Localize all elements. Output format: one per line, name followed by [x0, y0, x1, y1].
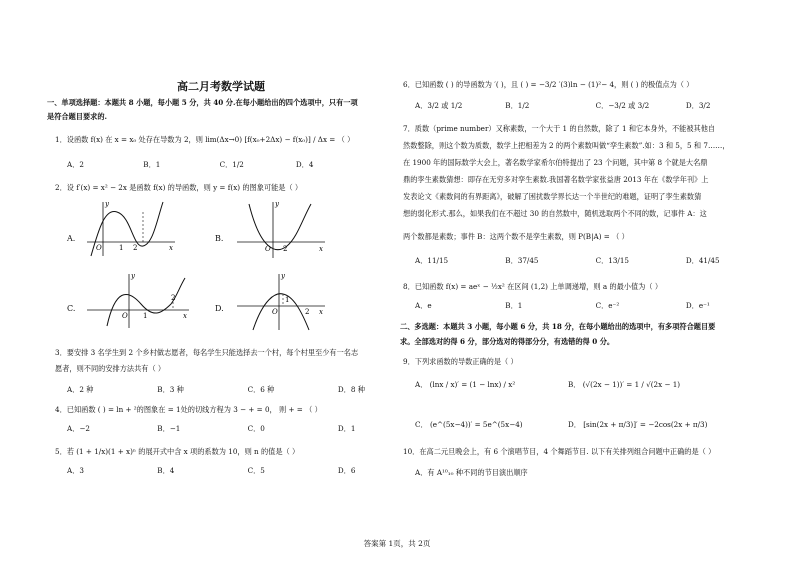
label-y: y — [105, 200, 109, 208]
section1-heading: 一、单项选择题：本题共 8 小题，每小题 5 分，共 40 分.在每小题给出的四个选项中，只有一项 — [47, 98, 358, 107]
label-x: x — [319, 308, 323, 316]
page-title: 高二月考数学试题 — [177, 80, 265, 93]
q2-label-a: A. — [67, 234, 76, 243]
q6-option-a: A．3/2 或 1/2 — [415, 101, 463, 110]
q7-option-c: C．13/15 — [595, 256, 629, 265]
q8-option-d: D．e⁻¹ — [685, 301, 710, 310]
label-o: O — [122, 312, 128, 320]
question-6: 6．已知函数 ( ) 的导函数为 ′( )，且 ( ) = −3/2 ′(3)ln − (1)²− 4，则 ( ) 的极值点为（ ） — [403, 80, 694, 89]
section1-heading-2: 是符合题目要求的. — [47, 112, 108, 121]
label-x: x — [169, 244, 173, 252]
label-1: 1 — [285, 296, 290, 304]
q1-options — [67, 160, 370, 169]
q2-label-b: B. — [215, 234, 224, 243]
q6-options — [415, 101, 774, 110]
question-7-line-1: 7．质数（prime number）又称素数，一个大于 1 的自然数，除了 1 和它本身外，不能被其他自 — [403, 124, 716, 133]
q3-option-b: B．3 种 — [157, 385, 184, 394]
question-7-line-5: 发表论文《素数间的有界距离》，破解了困扰数学界长达一个半世纪的难题，证明了孪生素数猜 — [403, 192, 702, 201]
q3-option-a: A．2 种 — [67, 385, 94, 394]
question-7-line-7: 两个数都是素数；事件 B：这两个数不是孪生素数，则 P(B|A) = （ ） — [403, 232, 629, 241]
label-2: 2 — [133, 244, 138, 252]
q9-option-b: B． (√(2x − 1))′ = 1 / √(2x − 1) — [568, 380, 681, 389]
section2-heading: 二、多选题：本题共 3 小题，每小题 6 分，共 18 分，在每小题给出的选项中，有多项符合题目要 — [400, 322, 716, 331]
question-1: 1．设函数 f(x) 在 x = x₀ 处存在导数为 2，则 lim(Δx→0) [f(x₀+2Δx) − f(x₀)] / Δx = （ ） — [55, 135, 355, 144]
question-7-line-6: 想的弱化形式.那么，如果我们在不超过 30 的自然数中，随机选取两个不同的数，记事件 A：这 — [403, 209, 707, 218]
q7-options — [415, 256, 774, 265]
label-y: y — [275, 200, 279, 208]
q10-option-a: A．有 A¹⁰₁₀ 种不同的节目演出顺序 — [415, 468, 528, 477]
q1-option-a: A．2 — [67, 160, 84, 169]
q2-graph-a — [81, 198, 179, 258]
q6-option-b: B．1/2 — [505, 101, 530, 110]
question-2: 2．设 f′(x) = x² − 2x 是函数 f(x) 的导函数，则 y = f(x) 的图象可能是（ ） — [55, 183, 303, 192]
q5-option-d: D．6 — [337, 466, 356, 475]
q4-option-c: C．0 — [247, 424, 265, 433]
q2-label-c: C. — [67, 304, 76, 313]
q6-option-c: C．−3/2 或 3/2 — [595, 101, 650, 110]
label-1: 1 — [143, 312, 148, 320]
label-y: y — [281, 272, 285, 280]
q9-option-d: D． [sin(2x + π/3)]′ = −2cos(2x + π/3) — [568, 420, 708, 429]
label-1: 1 — [119, 244, 124, 252]
label-x: x — [319, 245, 323, 253]
q4-option-b: B．−1 — [157, 424, 181, 433]
question-7-line-4: 鼎的孪生素数猜想：即存在无穷多对孪生素数.我国著名数学家张益唐 2013 年在《数学年刊》上 — [403, 175, 709, 184]
label-o: O — [265, 245, 271, 253]
q1-option-b: B．1 — [143, 160, 161, 169]
q7-option-d: D．41/45 — [685, 256, 720, 265]
question-7-line-3: 在 1900 年的国际数学大会上，著名数学家希尔伯特提出了 23 个问题，其中第 8 个就是大名鼎 — [403, 158, 708, 167]
q7-option-b: B．37/45 — [505, 256, 539, 265]
q2-graph-d — [231, 270, 329, 334]
q8-option-c: C．e⁻² — [595, 301, 620, 310]
question-3: 3．要安排 3 名学生到 2 个乡村做志愿者，每名学生只能选择去一个村，每个村里至少有一名志 — [55, 348, 359, 357]
label-2: 2 — [171, 294, 176, 302]
question-9: 9．下列求函数的导数正确的是（ ） — [403, 357, 518, 366]
q8-option-a: A．e — [415, 301, 432, 310]
q9-option-a: A． (lnx / x)′ = (1 − lnx) / x² — [415, 380, 516, 389]
question-7-line-2: 然数整除，则这个数为质数，数学上把相差为 2 的两个素数叫做“孪生素数”.如：3 和 5，5 和 7……， — [403, 141, 730, 150]
q7-option-a: A．11/15 — [415, 256, 449, 265]
q2-graph-b — [231, 198, 329, 262]
label-y: y — [131, 272, 135, 280]
q8-option-b: B．1 — [505, 301, 523, 310]
section2-heading-2: 求。全部选对的得 6 分，部分选对的得部分分，有选错的得 0 分。 — [400, 337, 615, 346]
page-footer: 答案第 1页，共 2页 — [363, 539, 431, 548]
q1-option-c: C．1/2 — [219, 160, 244, 169]
q3-options — [67, 385, 426, 394]
q5-option-a: A．3 — [67, 466, 84, 475]
q4-option-d: D．1 — [337, 424, 356, 433]
q2-label-d: D. — [215, 304, 224, 313]
q1-option-d: D．4 — [295, 160, 314, 169]
question-4: 4．已知函数 ( ) = ln + ²的图象在 = 1处的切线方程为 3 − + = 0， 则 + = （ ） — [55, 405, 322, 414]
question-10: 10．在高二元旦晚会上，有 6 个演唱节目，4 个舞蹈节目. 以下有关排列组合问题中正确的是（ ） — [403, 447, 716, 456]
label-o: O — [96, 244, 102, 252]
q5-option-c: C．5 — [247, 466, 265, 475]
q2-graph-c — [81, 270, 193, 332]
q5-options — [67, 466, 426, 475]
question-8: 8．已知函数 f(x) = aeˣ − ½x² 在区间 (1,2) 上单调递增，则 a 的最小值为（ ） — [403, 282, 663, 291]
label-2: 2 — [283, 245, 288, 253]
q4-option-a: A．−2 — [67, 424, 90, 433]
label-x: x — [183, 312, 187, 320]
question-5: 5．若 (1 + 1/x)(1 + x)ⁿ 的展开式中含 x 项的系数为 10，则 n 的值是（ ） — [55, 447, 300, 456]
q5-option-b: B．4 — [157, 466, 175, 475]
label-2: 2 — [305, 308, 310, 316]
q3-option-d: D．8 种 — [337, 385, 365, 394]
q9-option-c: C． (e^(5x−4))′ = 5e^(5x−4) — [415, 420, 523, 429]
q4-options — [67, 424, 426, 433]
label-o: O — [272, 308, 278, 316]
question-3-cont: 愿者，则不同的安排方法共有（ ） — [55, 364, 166, 373]
q6-option-d: D．3/2 — [685, 101, 711, 110]
q8-options — [415, 301, 774, 310]
q3-option-c: C．6 种 — [247, 385, 275, 394]
curve — [91, 202, 163, 256]
